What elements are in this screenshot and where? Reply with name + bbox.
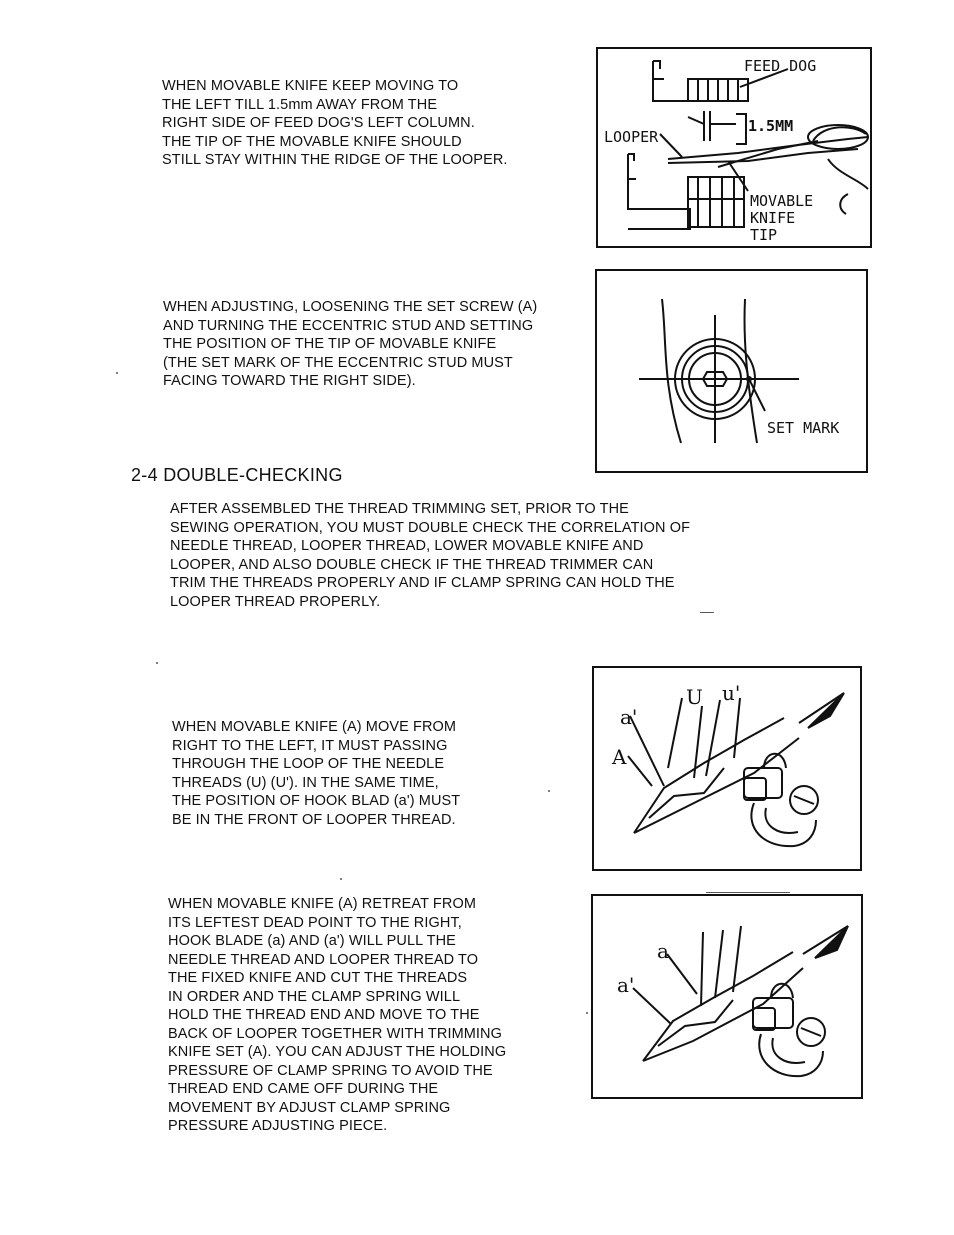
knife-left-motion-figure (592, 666, 862, 871)
label-a: a (657, 939, 669, 963)
scan-speck (548, 790, 550, 792)
label-knife: KNIFE (750, 209, 796, 227)
knife-retreat-figure (591, 894, 863, 1099)
label-distance: 1.5MM (748, 117, 794, 135)
label-u: U (686, 685, 703, 709)
label-u-prime: u' (722, 681, 741, 705)
eccentric-stud-drawing (597, 271, 866, 471)
label-looper: LOOPER (604, 128, 659, 146)
scan-speck (156, 662, 158, 664)
scan-speck (706, 892, 790, 893)
section-heading: 2-4 DOUBLE-CHECKING (131, 465, 343, 485)
label-tip: TIP (750, 226, 778, 244)
scan-speck (586, 1012, 588, 1014)
label-feed-dog: FEED DOG (744, 57, 817, 75)
label-a-prime: a' (620, 705, 638, 729)
label-a-prime: a' (617, 973, 635, 997)
label-movable: MOVABLE (750, 192, 814, 210)
double-check-instructions: AFTER ASSEMBLED THE THREAD TRIMMING SET, PRIOR TO THE SEWING OPERATION, YOU MUST DOUBLE CHECK THE CORRELATION OF NEEDLE THREAD, LOOPER THREAD, LOWER MOVABLE KNIFE AND LOOPER, AND ALSO DOUBLE CHECK IF THE THREAD TRIMMER CAN TRIM THE THREADS PROPERLY AND IF CLAMP SPRING CAN HOLD THE LOOPER THREAD PROPERLY. (170, 501, 691, 610)
knife-position-instructions: WHEN MOVABLE KNIFE KEEP MOVING TO THE LEFT TILL 1.5mm AWAY FROM THE RIGHT SIDE OF FEED DOG'S LEFT COLUMN. THE TIP OF THE MOVABLE KNIFE SHOULD STILL STAY WITHIN THE RIDGE OF THE LOOPER. (162, 78, 508, 168)
feed-dog-looper-drawing (598, 49, 870, 246)
knife-retreat-drawing (593, 896, 861, 1097)
eccentric-stud-figure (595, 269, 868, 473)
knife-loop-instructions: WHEN MOVABLE KNIFE (A) MOVE FROM RIGHT TO THE LEFT, IT MUST PASSING THROUGH THE LOOP OF THE NEEDLE THREADS (U) (U'). IN THE SAME TIME, THE POSITION OF HOOK BLAD (a') MUST BE IN THE FRONT OF LOOPER THREAD. (172, 719, 461, 828)
scan-speck (700, 612, 714, 613)
knife-left-motion-drawing (594, 668, 860, 869)
label-set-mark: SET MARK (767, 419, 840, 437)
scan-speck (340, 878, 342, 880)
feed-dog-looper-figure (596, 47, 872, 248)
knife-retreat-instructions: WHEN MOVABLE KNIFE (A) RETREAT FROM ITS LEFTEST DEAD POINT TO THE RIGHT, HOOK BLADE (a) AND (a') WILL PULL THE NEEDLE THREAD AND LOOPER THREAD TO THE FIXED KNIFE AND CUT THE THREADS IN ORDER AND THE CLAMP SPRING WILL HOLD THE THREAD END AND MOVE TO THE BACK OF LOOPER TOGETHER WITH TRIMMING KNIFE SET (A). YOU CAN ADJUST THE HOLDING PRESSURE OF CLAMP SPRING TO AVOID THE THREAD END CAME OFF DURING THE MOVEMENT BY ADJUST CLAMP SPRING PRESSURE ADJUSTING PIECE. (168, 896, 507, 1134)
scan-speck (116, 372, 118, 374)
adjustment-instructions: WHEN ADJUSTING, LOOSENING THE SET SCREW (A) AND TURNING THE ECCENTRIC STUD AND SETTING THE POSITION OF THE TIP OF MOVABLE KNIFE (THE SET MARK OF THE ECCENTRIC STUD MUST FACING TOWARD THE RIGHT SIDE). (163, 299, 538, 389)
label-a-upper: A (612, 745, 627, 769)
